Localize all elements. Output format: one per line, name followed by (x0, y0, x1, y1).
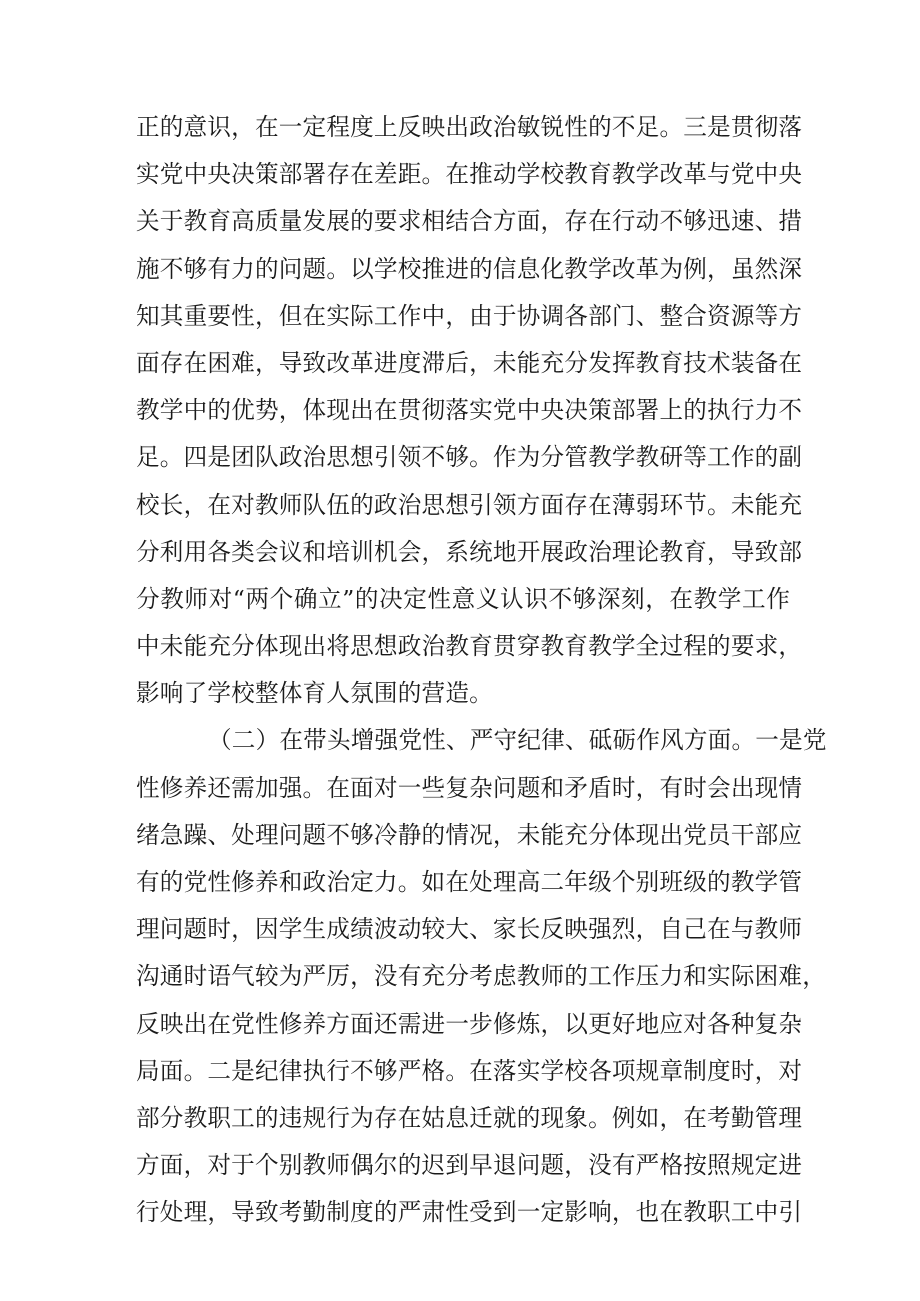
text-line: 知其重要性，但在实际工作中，由于协调各部门、整合资源等方 (136, 301, 803, 330)
text-line: 足。四是团队政治思想引领不够。作为分管教学教研等工作的副 (136, 443, 803, 472)
text-line: 分教师对“两个确立”的决定性意义认识不够深刻，在教学工作 (136, 584, 790, 613)
document-body (136, 104, 827, 1237)
text-line: 行处理，导致考勤制度的严肃性受到一定影响，也在教职工中引 (136, 1198, 803, 1227)
text-line: 理问题时，因学生成绩波动较大、家长反映强烈，自己在与教师 (136, 915, 803, 944)
text-line: 施不够有力的问题。以学校推进的信息化教学改革为例，虽然深 (136, 254, 803, 283)
text-line: 教学中的优势，体现出在贯彻落实党中央决策部署上的执行力不 (136, 396, 803, 425)
paragraph-1 (136, 104, 803, 717)
text-line: 中未能充分体现出将思想政治教育贯穿教育教学全过程的要求， (136, 632, 803, 661)
text-line: 影响了学校整体育人氛围的营造。 (136, 679, 493, 708)
text-line: 实党中央决策部署存在差距。在推动学校教育教学改革与党中央 (136, 160, 803, 189)
text-line: 分利用各类会议和培训机会，系统地开展政治理论教育，导致部 (136, 537, 803, 566)
text-line: 反映出在党性修养方面还需进一步修炼，以更好地应对各种复杂 (136, 1009, 803, 1038)
text-line: 有的党性修养和政治定力。如在处理高二年级个别班级的教学管 (136, 868, 803, 896)
text-line: 性修养还需加强。在面对一些复杂问题和矛盾时，有时会出现情 (136, 773, 803, 802)
text-line: 部分教职工的违规行为存在姑息迁就的现象。例如，在考勤管理 (136, 1103, 803, 1132)
text-line: 校长，在对教师队伍的政治思想引领方面存在薄弱环节。未能充 (136, 490, 803, 519)
text-line: 方面，对于个别教师偶尔的迟到早退问题，没有严格按照规定进 (136, 1151, 803, 1180)
text-line: 局面。二是纪律执行不够严格。在落实学校各项规章制度时，对 (136, 1056, 803, 1085)
paragraph-2 (136, 717, 827, 1236)
text-line: 沟通时语气较为严厉，没有充分考虑教师的工作压力和实际困难， (136, 962, 827, 991)
text-line: 面存在困难，导致改革进度滞后，未能充分发挥教育技术装备在 (136, 348, 803, 377)
text-line: 正的意识，在一定程度上反映出政治敏锐性的不足。三是贯彻落 (136, 113, 803, 141)
text-line: 绪急躁、处理问题不够冷静的情况，未能充分体现出党员干部应 (136, 820, 803, 849)
section-heading-line: （二）在带头增强党性、严守纪律、砥砺作风方面。一是党 (208, 726, 827, 755)
text-line: 关于教育高质量发展的要求相结合方面，存在行动不够迅速、措 (136, 207, 803, 236)
